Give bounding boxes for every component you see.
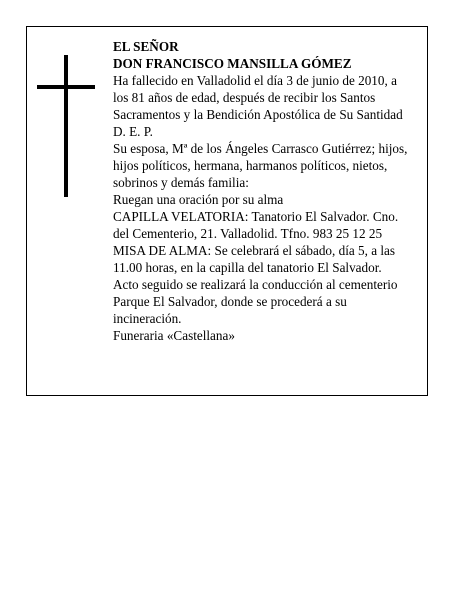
text-line: los 81 años de edad, después de recibir los Santos xyxy=(113,90,376,105)
rip-line: D. E. P. xyxy=(113,124,153,139)
text-line: hijos políticos, hermana, harmanos políticos, nietos, xyxy=(113,158,388,173)
honorific-line: EL SEÑOR xyxy=(113,39,179,54)
cross-horizontal-bar xyxy=(37,85,95,89)
cross-icon xyxy=(37,55,95,197)
prayer-request-line: Ruegan una oración por su alma xyxy=(113,192,284,207)
deceased-name: DON FRANCISCO MANSILLA GÓMEZ xyxy=(113,56,352,71)
text-line: Ha fallecido en Valladolid el día 3 de junio de 2010, a xyxy=(113,73,397,88)
text-line: Sacramentos y la Bendición Apostólica de Su Santidad xyxy=(113,107,403,122)
chapel-address-line: del Cementerio, 21. Valladolid. Tfno. 983 25 12 25 xyxy=(113,226,383,241)
text-line: Su esposa, Mª de los Ángeles Carrasco Gutiérrez; hijos, xyxy=(113,141,408,156)
text-line: Parque El Salvador, donde se procederá a su xyxy=(113,294,347,309)
text-line: 11.00 horas, en la capilla del tanatorio El Salvador. xyxy=(113,260,382,275)
text-line: incineración. xyxy=(113,311,182,326)
cross-vertical-bar xyxy=(64,55,68,197)
text-line: sobrinos y demás familia: xyxy=(113,175,249,190)
mass-line: MISA DE ALMA: Se celebrará el sábado, día 5, a las xyxy=(113,243,395,258)
obituary-text xyxy=(113,38,423,344)
text-line: Acto seguido se realizará la conducción al cementerio xyxy=(113,277,398,292)
chapel-line: CAPILLA VELATORIA: Tanatorio El Salvador. Cno. xyxy=(113,209,399,224)
funeral-home-line: Funeraria «Castellana» xyxy=(113,328,235,343)
